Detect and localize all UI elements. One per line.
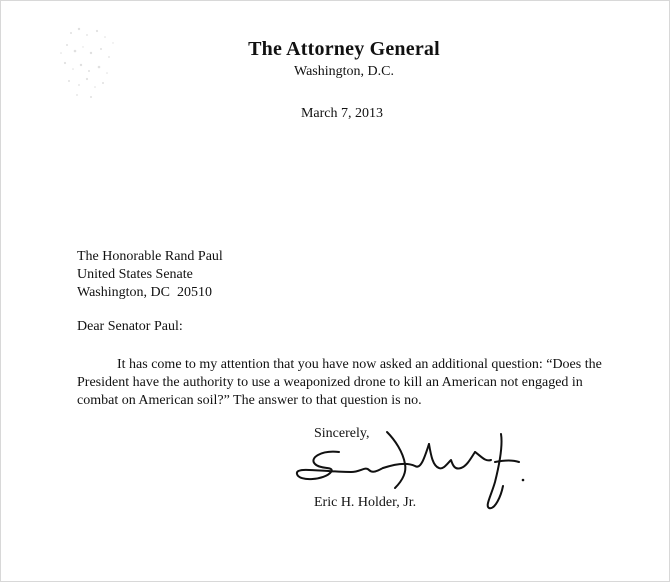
recipient-line: The Honorable Rand Paul — [77, 249, 223, 264]
signer-name: Eric H. Holder, Jr. — [314, 495, 417, 510]
department-seal-icon — [57, 23, 127, 101]
closing: Sincerely, — [314, 426, 370, 441]
letterhead-title: The Attorney General — [248, 38, 440, 60]
body-line: combat on American soil?” The answer to that question is no. — [77, 393, 422, 408]
body-line: President have the authority to use a weaponized drone to kill an American not engaged in — [77, 375, 583, 390]
body-line: It has come to my attention that you have now asked an additional question: “Does the — [117, 357, 602, 372]
letter-date: March 7, 2013 — [300, 106, 384, 121]
recipient-line: Washington, DC 20510 — [77, 285, 212, 300]
salutation: Dear Senator Paul: — [77, 319, 183, 334]
recipient-address — [77, 248, 223, 302]
recipient-line: United States Senate — [77, 267, 193, 282]
body-paragraph — [77, 356, 602, 410]
letterhead-location: Washington, D.C. — [294, 64, 394, 79]
